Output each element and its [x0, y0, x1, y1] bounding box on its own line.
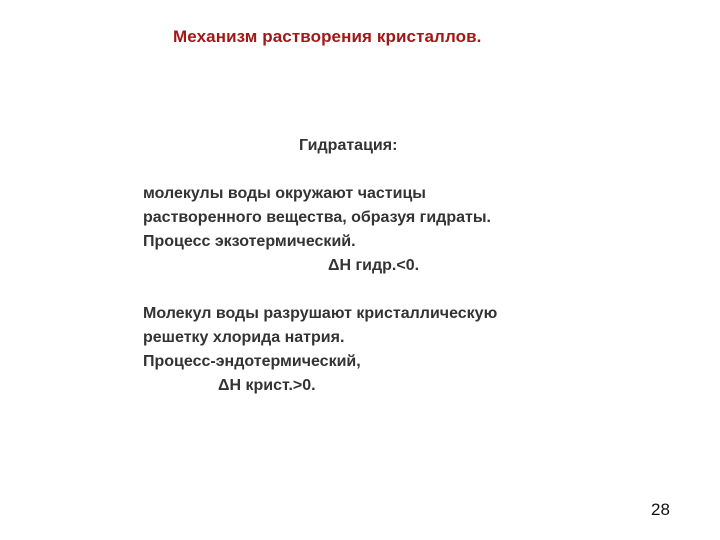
- hydration-enthalpy-formula: ΔH гидр.<0.: [328, 257, 420, 274]
- slide-title: Механизм растворения кристаллов.: [173, 27, 482, 46]
- page-number: 28: [651, 500, 670, 519]
- slide-body: [143, 134, 613, 398]
- spacer: [143, 158, 613, 182]
- paragraph2-line2: решетку хлорида натрия.: [143, 329, 345, 346]
- spacer: [143, 278, 613, 302]
- paragraph1-line2: растворенного вещества, образуя гидраты.: [143, 209, 491, 226]
- paragraph1-line3: Процесс экзотермический.: [143, 233, 356, 250]
- paragraph1-line1: молекулы воды окружают частицы: [143, 185, 426, 202]
- paragraph2-line1: Молекул воды разрушают кристаллическую: [143, 305, 498, 322]
- section-heading: Гидратация:: [299, 137, 398, 154]
- paragraph2-line3: Процесс-эндотермический,: [143, 353, 361, 370]
- crystal-enthalpy-formula: ΔH крист.>0.: [218, 377, 316, 394]
